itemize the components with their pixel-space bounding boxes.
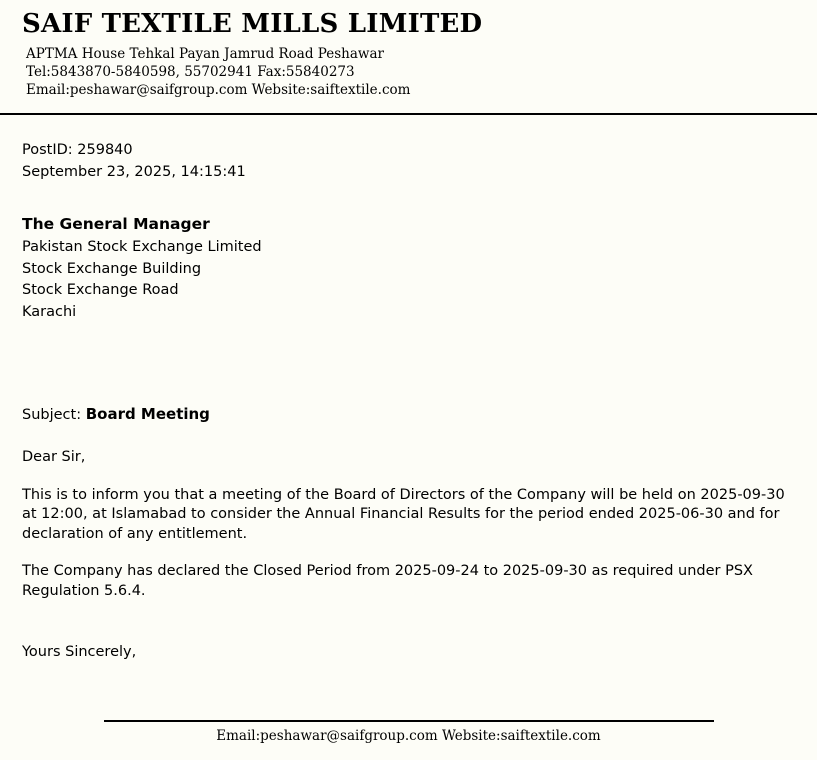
- letterhead: [0, 0, 817, 103]
- document-body: [0, 141, 817, 663]
- footer: [0, 720, 817, 746]
- post-datetime: September 23, 2025, 14:15:41: [22, 163, 246, 180]
- subject-line: [22, 404, 795, 426]
- footer-contact: Email:peshawar@saifgroup.com Website:saiftextile.com: [216, 728, 601, 745]
- closing: Yours Sincerely,: [22, 644, 137, 661]
- recipient-block: [22, 214, 795, 322]
- company-name: SAIF TEXTILE MILLS LIMITED: [22, 9, 483, 39]
- subject-value: Board Meeting: [85, 405, 210, 424]
- recipient-street: Stock Exchange Road: [22, 282, 179, 299]
- body-paragraph-1: This is to inform you that a meeting of the Board of Directors of the Company will be held on 2025-09-30 at 12:00, at Islamabad to consider the Annual Financial Results for the period ended 2025-06-30 and for declaration of any entitlement.: [22, 486, 785, 542]
- footer-divider: [104, 720, 714, 722]
- company-contact: Email:peshawar@saifgroup.com Website:saiftextile.com: [26, 81, 411, 98]
- post-id: PostID: 259840: [22, 142, 133, 159]
- body-paragraph-2: The Company has declared the Closed Period from 2025-09-24 to 2025-09-30 as required under PSX Regulation 5.6.4.: [22, 563, 753, 599]
- recipient-title: The General Manager: [22, 215, 210, 234]
- header-divider: [0, 113, 817, 115]
- salutation: Dear Sir,: [22, 449, 86, 466]
- company-phone: Tel:5843870-5840598, 55702941 Fax:55840273: [26, 63, 355, 80]
- company-address: APTMA House Tehkal Payan Jamrud Road Peshawar: [26, 45, 384, 62]
- subject-label: Subject:: [22, 407, 82, 424]
- document-meta: [22, 141, 795, 182]
- recipient-city: Karachi: [22, 303, 77, 320]
- recipient-organization: Pakistan Stock Exchange Limited: [22, 239, 262, 256]
- recipient-building: Stock Exchange Building: [22, 260, 202, 277]
